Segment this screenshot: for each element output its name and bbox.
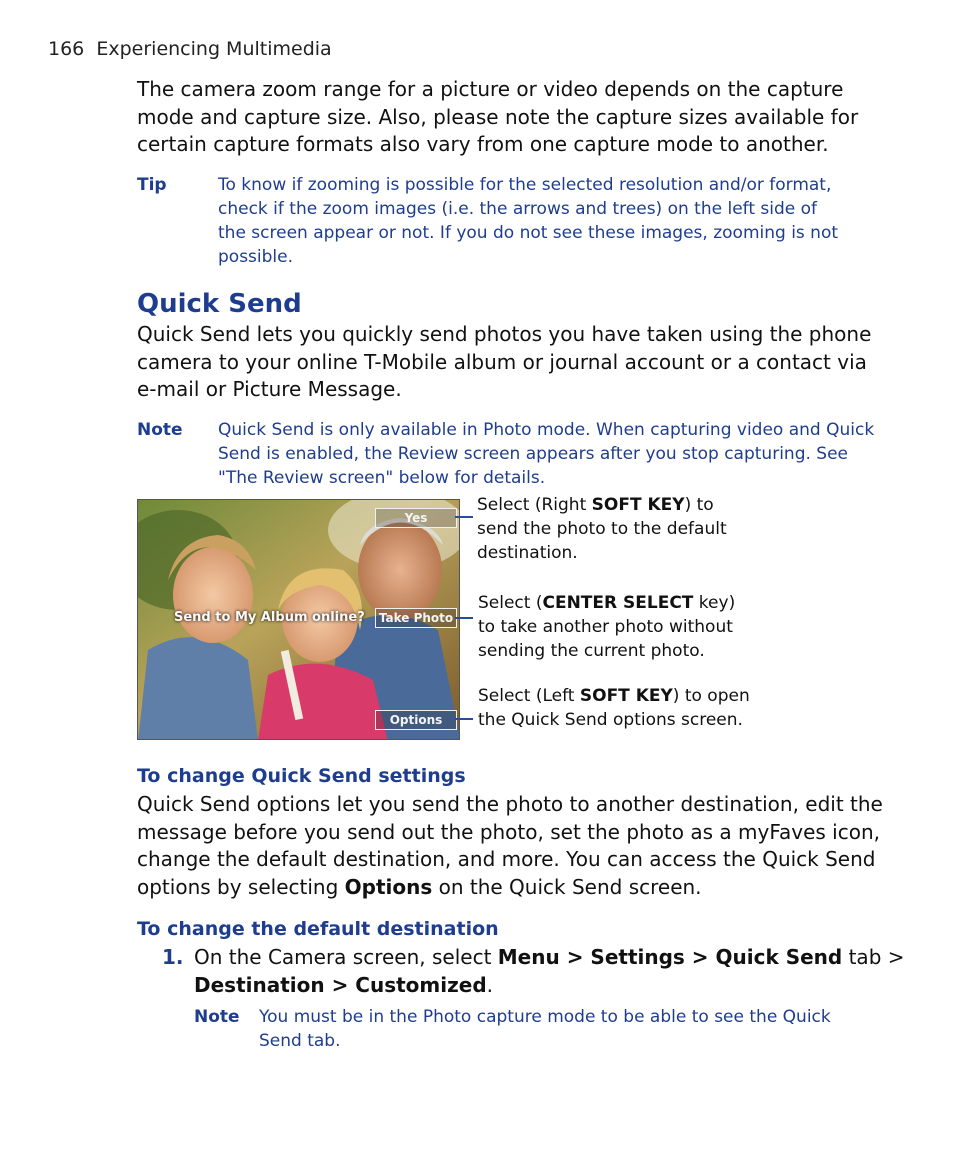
callout-line <box>455 516 473 518</box>
text-line: the screen appear or not. If you do not see these images, zooming is not <box>218 223 839 243</box>
callout-left-softkey <box>478 684 750 732</box>
subheading-destination: To change the default destination <box>137 918 499 940</box>
options-label: Options <box>389 713 443 727</box>
page-number: 166 <box>48 38 85 60</box>
text-line: Send is enabled, the Review screen appears after you stop capturing. See <box>218 444 848 464</box>
note-label: Note <box>137 420 183 440</box>
callout-text: ) to <box>684 495 714 515</box>
step-text <box>194 944 905 999</box>
callout-text: ) to open <box>672 686 750 706</box>
text-line: Send tab. <box>259 1031 341 1051</box>
text-bold: Menu > Settings > Quick Send <box>497 945 843 969</box>
callout-text: Select (Left <box>478 686 580 706</box>
text-line: Quick Send lets you quickly send photos you have taken using the phone <box>137 322 872 346</box>
callout-line <box>455 718 473 720</box>
tip-text <box>218 173 838 269</box>
callout-text: Select (Right <box>477 495 592 515</box>
callout-text: key) <box>693 593 736 613</box>
callout-text: the Quick Send options screen. <box>478 710 743 730</box>
step-number: 1. <box>162 945 184 969</box>
text-line: change the default destination, and more. You can access the Quick Send <box>137 847 876 871</box>
callout-key: SOFT KEY <box>579 686 673 706</box>
callout-text: destination. <box>477 543 578 563</box>
intro-paragraph <box>137 76 858 159</box>
text-line: e-mail or Picture Message. <box>137 377 402 401</box>
text-line: To know if zooming is possible for the selected resolution and/or format, <box>218 175 832 195</box>
text-bold: Destination > Customized <box>194 972 487 997</box>
yes-label: Yes <box>404 511 428 525</box>
text-fragment: options by selecting <box>137 874 345 899</box>
callout-key: CENTER SELECT <box>542 593 694 613</box>
page-header <box>48 38 332 60</box>
note-text <box>218 418 874 490</box>
take-photo-button[interactable] <box>375 608 457 628</box>
tip-label: Tip <box>137 175 167 195</box>
callout-center-select <box>478 591 735 663</box>
yes-softkey[interactable] <box>375 508 457 528</box>
note-text <box>259 1005 831 1053</box>
text-line: Quick Send options let you send the photo to another destination, edit the <box>137 792 883 816</box>
text-line: Quick Send is only available in Photo mode. When capturing video and Quick <box>218 420 875 440</box>
section-title: Experiencing Multimedia <box>96 38 332 60</box>
text-fragment: tab > <box>842 945 905 969</box>
callout-text: sending the current photo. <box>478 641 705 661</box>
callout-right-softkey <box>477 493 727 565</box>
text-line: mode and capture size. Also, please note the capture sizes available for <box>137 104 859 129</box>
settings-paragraph <box>137 791 883 901</box>
callout-line <box>455 617 473 619</box>
quick-send-screenshot <box>137 499 460 740</box>
text-line: possible. <box>218 247 294 267</box>
text-bold: Options <box>344 874 433 899</box>
callout-text: Select ( <box>478 593 543 613</box>
note-label: Note <box>194 1007 240 1027</box>
text-line: message before you send out the photo, set the photo as a myFaves icon, <box>137 819 880 844</box>
options-softkey[interactable] <box>375 710 457 730</box>
overlay-prompt: Send to My Album online? <box>174 610 365 625</box>
text-line: check if the zoom images (i.e. the arrows and trees) on the left side of <box>218 199 818 219</box>
text-line: "The Review screen" below for details. <box>218 468 546 488</box>
text-fragment: on the Quick Send screen. <box>432 874 702 899</box>
section-heading: Quick Send <box>137 289 302 319</box>
take-photo-label: Take Photo <box>378 611 454 625</box>
text-line: certain capture formats also vary from one capture mode to another. <box>137 132 829 156</box>
callout-key: SOFT KEY <box>591 495 685 515</box>
callout-text: to take another photo without <box>478 617 733 637</box>
subheading-settings: To change Quick Send settings <box>137 765 466 787</box>
text-line: camera to your online T-Mobile album or journal account or a contact via <box>137 349 867 374</box>
text-line: You must be in the Photo capture mode to be able to see the Quick <box>259 1007 831 1027</box>
text-fragment: . <box>486 972 493 997</box>
text-fragment: On the Camera screen, select <box>194 945 498 969</box>
callout-text: send the photo to the default <box>477 519 727 539</box>
text-line: The camera zoom range for a picture or video depends on the capture <box>137 77 844 101</box>
quick-send-paragraph <box>137 321 871 404</box>
